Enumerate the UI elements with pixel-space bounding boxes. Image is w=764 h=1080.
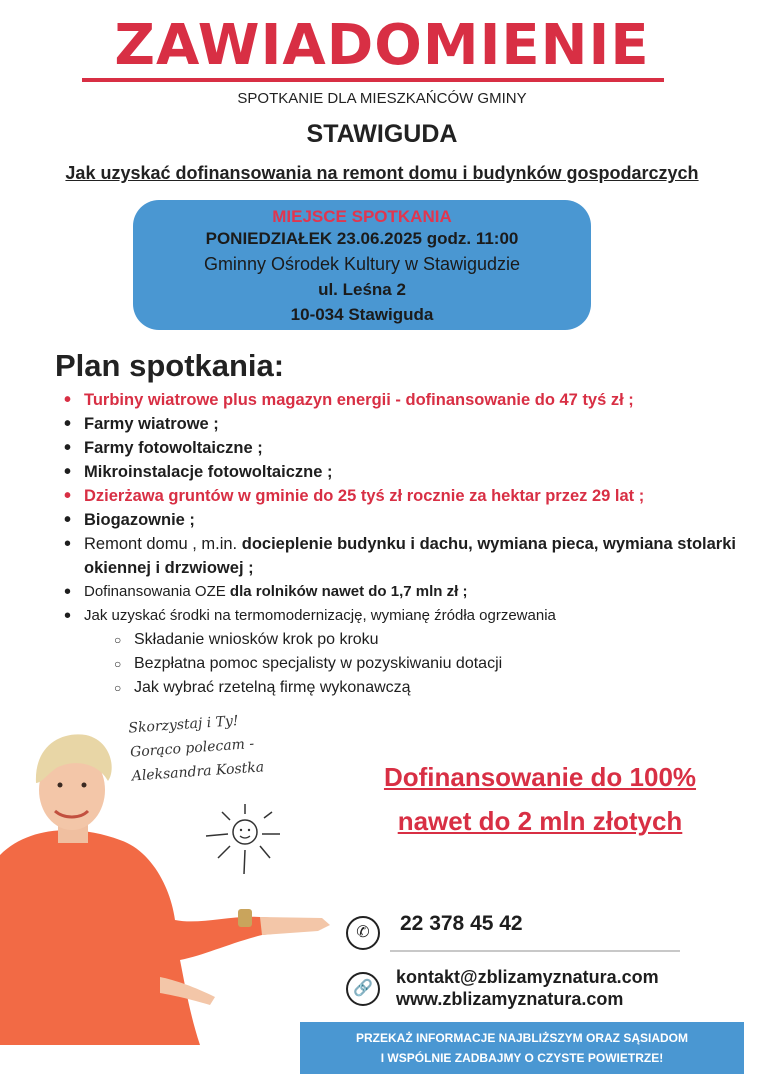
meeting-date: PONIEDZIAŁEK 23.06.2025 godz. 11:00 (205, 229, 519, 248)
footer-line-1: PRZEKAŻ INFORMACJE NAJBLIŻSZYM ORAZ SĄSIADOM (355, 1031, 688, 1045)
plan-list (62, 388, 742, 700)
termo-sublist (84, 628, 742, 700)
page-title: ZAWIADOMIENIE (114, 13, 650, 78)
footer-line-2: I WSPÓLNIE ZADBAJMY O CZYSTE POWIETRZE! (380, 1051, 664, 1065)
remont-prefix: Remont domu , m.in. (84, 535, 242, 553)
list-item-remont (62, 532, 742, 580)
meeting-subtitle: SPOTKANIE DLA MIESZKAŃCÓW GMINY (237, 90, 527, 107)
contact-block (396, 966, 659, 1010)
handwriting-line-1: Skorzystaj i Ty! (127, 713, 240, 737)
meeting-postal: 10-034 Stawiguda (290, 305, 434, 324)
oze-prefix: Dofinansowania OZE (84, 583, 230, 600)
handwriting-line-2: Gorąco polecam - (129, 735, 255, 761)
plan-heading: Plan spotkania: (55, 348, 285, 383)
meeting-place-box (133, 200, 591, 330)
contact-phone: 22 378 45 42 (400, 912, 523, 935)
handwritten-note (128, 707, 265, 788)
contact-website: www.zblizamyznatura.com (396, 989, 624, 1009)
handwriting-line-3: Aleksandra Kostka (131, 759, 265, 785)
sub-list-item: ○ Jak wybrać rzetelną firmę wykonawczą (84, 676, 742, 700)
footer-banner (300, 1022, 744, 1074)
list-item-oze (62, 580, 742, 604)
list-item: • Farmy fotowoltaiczne ; (62, 436, 742, 460)
meeting-street: ul. Leśna 2 (318, 280, 406, 299)
sub-list-item: ○ Bezpłatna pomoc specjalisty w pozyskiwaniu dotacji (84, 652, 742, 676)
list-item: • Biogazownie ; (62, 508, 742, 532)
gmina-name: STAWIGUDA (306, 120, 458, 148)
funding-promo (320, 755, 760, 843)
list-item-termo (62, 604, 742, 700)
contact-email: kontakt@zblizamyznatura.com (396, 967, 659, 987)
phone-icon: ✆ (346, 916, 380, 950)
promo-line-2: nawet do 2 mln złotych (397, 806, 683, 836)
promo-line-1: Dofinansowanie do 100% (383, 762, 697, 792)
title-underline (82, 78, 664, 82)
sub-list-item: ○ Składanie wniosków krok po kroku (84, 628, 742, 652)
place-heading: MIEJSCE SPOTKANIA (272, 207, 452, 226)
sun-doodle-icon (200, 800, 290, 880)
meeting-venue: Gminny Ośrodek Kultury w Stawigudzie (203, 254, 521, 274)
list-item: • Farmy wiatrowe ; (62, 412, 742, 436)
link-icon: 🔗 (346, 972, 380, 1006)
list-item: • Dzierżawa gruntów w gminie do 25 tyś zł rocznie za hektar przez 29 lat ; (62, 484, 742, 508)
oze-details: dla rolników nawet do 1,7 mln zł ; (229, 583, 468, 600)
termo-text: Jak uzyskać środki na termomodernizację, wymianę źródła ogrzewania (84, 607, 556, 624)
meeting-topic: Jak uzyskać dofinansowania na remont domu i budynków gospodarczych (65, 163, 699, 183)
remont-details: docieplenie budynku i dachu, wymiana pieca, wymiana stolarki okiennej i drzwiowej ; (84, 535, 736, 577)
list-item: • Turbiny wiatrowe plus magazyn energii - dofinansowanie do 47 tyś zł ; (62, 388, 742, 412)
list-item: • Mikroinstalacje fotowoltaiczne ; (62, 460, 742, 484)
contact-divider (390, 950, 680, 952)
